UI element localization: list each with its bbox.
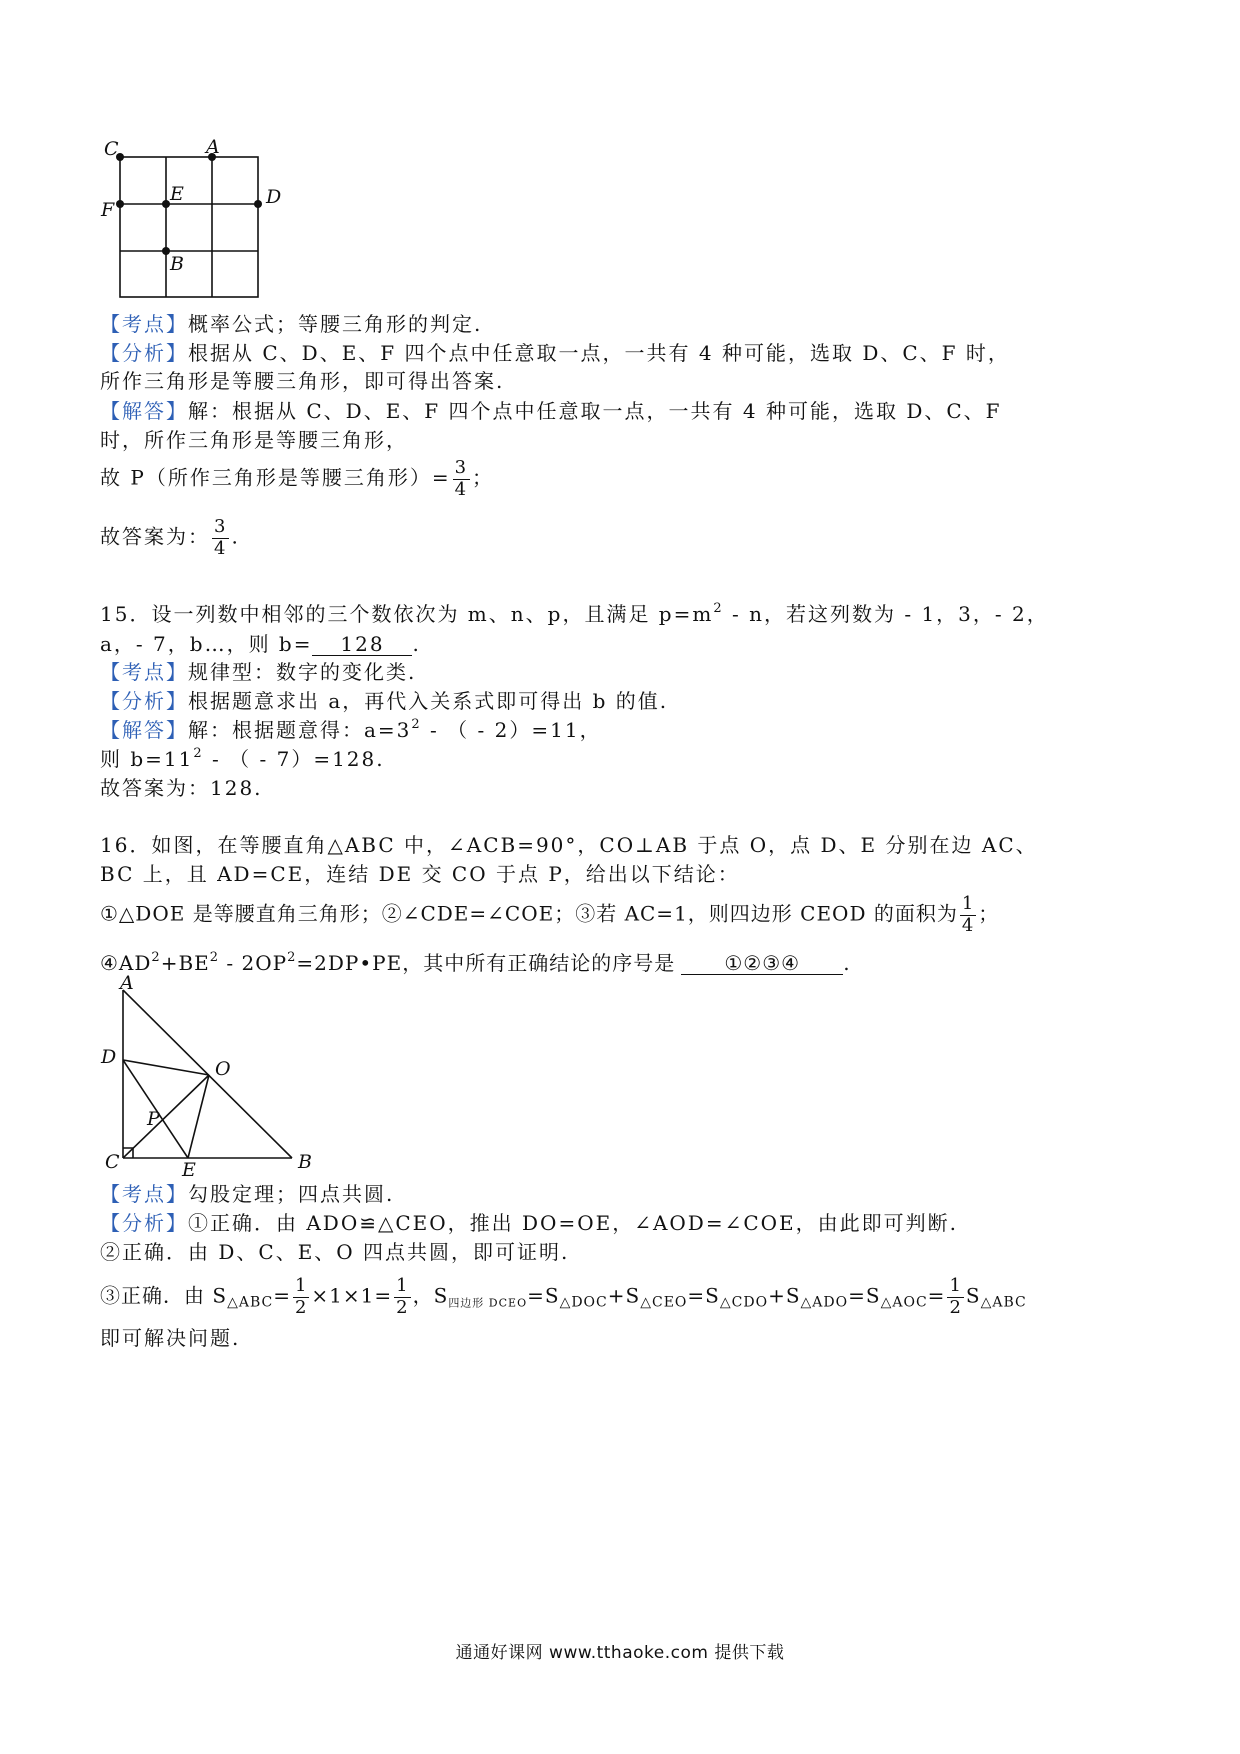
q14-answer bbox=[100, 517, 240, 559]
q14-prob-suffix: ； bbox=[472, 465, 495, 490]
q14-answer-prefix: 故答案为： bbox=[100, 524, 210, 549]
q16-fenxi-line3: ③正确．由 $S_{\triangle ABC}=$ $\frac{1}{2}$ ×1×1= $\frac{1}{2}$ ，$S_{四边形 DCEO}=S_{\triangle DOC}+S_{\triangle CEO}=S_{\triangle CDO}+S_{\triangle ADO}=S_{\triangle AOC}=$ $\frac{1}{2}$ $S_{\triangle ABC}$ bbox=[100, 1275, 1027, 1318]
q14-kaodian bbox=[100, 314, 482, 334]
point-b bbox=[162, 247, 170, 255]
point-d bbox=[254, 200, 262, 208]
fig-label-c: C bbox=[105, 1151, 120, 1173]
q14-prob-prefix: 故 P（所作三角形是等腰三角形）= bbox=[100, 465, 451, 490]
q14-fenxi-tag: 【分析】 bbox=[100, 341, 188, 365]
q15-kaodian: 【考点】规律型：数字的变化类. bbox=[100, 660, 417, 684]
label-c: C bbox=[104, 138, 119, 160]
q15-fenxi: 【分析】根据题意求出 a，再代入关系式即可得出 b 的值. bbox=[100, 689, 669, 713]
triangle-figure bbox=[95, 975, 335, 1180]
q16-answer-blank: ①②③④ bbox=[681, 952, 843, 975]
q14-fenxi-line1: 根据从 C、D、E、F 四个点中任意取一点，一共有 4 种可能，选取 D、C、F 时， bbox=[188, 341, 1010, 365]
fig-label-b: B bbox=[298, 1151, 312, 1173]
q16-kaodian: 【考点】勾股定理；四点共圆. bbox=[100, 1182, 395, 1206]
q15-stem-line2: a，- 7，b…，则 b= 128 . bbox=[100, 632, 421, 656]
q14-jieda-tag: 【解答】 bbox=[100, 399, 188, 423]
q14-kaodian-tag: 【考点】 bbox=[100, 312, 188, 336]
q14-kaodian-text: 概率公式；等腰三角形的判定. bbox=[188, 312, 483, 336]
q15-answer: 故答案为：128. bbox=[100, 776, 263, 800]
q14-fenxi-line2: 所作三角形是等腰三角形，即可得出答案. bbox=[100, 369, 505, 393]
q16-stem-line2: BC 上，且 AD=CE，连结 DE 交 CO 于点 P，给出以下结论： bbox=[100, 862, 740, 886]
q14-probability bbox=[100, 458, 494, 500]
q14-answer-suffix: . bbox=[231, 524, 240, 549]
label-d: D bbox=[266, 186, 282, 208]
q15-answer-blank: 128 bbox=[312, 633, 412, 656]
q16-stem-line3: ①△DOE 是等腰直角三角形；②∠CDE=∠COE；③若 AC=1，则四边形 CEOD 的面积为 $\frac{1}{4}$ ； bbox=[100, 893, 1000, 936]
label-f: F bbox=[101, 199, 115, 221]
q16-fenxi-line4: 即可解决问题. bbox=[100, 1326, 241, 1350]
q15-jieda: 【解答】解：根据题意得：$a=3^2$ - （ - 2）=11， bbox=[100, 717, 602, 742]
q14-jieda-line2: 时，所作三角形是等腰三角形， bbox=[100, 428, 408, 452]
fig-label-a: A bbox=[120, 975, 134, 994]
point-f bbox=[116, 200, 124, 208]
q14-prob-fraction: $\frac{3}{4}$ bbox=[454, 457, 469, 500]
label-e: E bbox=[170, 183, 184, 205]
q14-jieda bbox=[100, 401, 1002, 421]
q16-stem-line4: $④AD^2+BE^2$ - $2OP^2=2DP•PE$，其中所有正确结论的序号是 ①②③④ . bbox=[100, 950, 851, 975]
q16-area-fraction: $\frac{1}{4}$ bbox=[961, 893, 975, 936]
q16-fenxi: 【分析】①正确．由 ADO≌△CEO，推出 DO=OE，∠AOD=∠COE，由此即可判断. bbox=[100, 1211, 959, 1235]
label-a: A bbox=[206, 136, 220, 158]
fig-label-o: O bbox=[215, 1058, 231, 1080]
page-footer: 通通好课网 www.tthaoke.com 提供下载 bbox=[455, 1643, 785, 1663]
q15-stem-line1: 15．设一列数中相邻的三个数依次为 m、n、p，且满足 $p=m^2 - n$，若这列数为 - 1，3，- 2， bbox=[100, 601, 1049, 626]
fig-label-d: D bbox=[101, 1046, 117, 1068]
q14-jieda-line1: 解：根据从 C、D、E、F 四个点中任意取一点，一共有 4 种可能，选取 D、C、F bbox=[188, 399, 1002, 423]
label-b: B bbox=[170, 253, 184, 275]
grid-figure bbox=[100, 135, 300, 305]
fig-label-p: P bbox=[147, 1108, 160, 1130]
point-e bbox=[162, 200, 170, 208]
q14-answer-fraction: $\frac{3}{4}$ bbox=[214, 516, 228, 559]
q15-calc: 则 $b=11^2$ - （ - 7）=128. bbox=[100, 746, 385, 771]
q16-fenxi-line2: ②正确．由 D、C、E、O 四点共圆，即可证明. bbox=[100, 1240, 570, 1264]
q16-stem-line1: 16．如图，在等腰直角△ABC 中，∠ACB=90°，CO⊥AB 于点 O，点 D、E 分别在边 AC、 bbox=[100, 833, 1038, 857]
fig-label-e: E bbox=[182, 1159, 196, 1180]
q14-fenxi bbox=[100, 343, 1010, 363]
